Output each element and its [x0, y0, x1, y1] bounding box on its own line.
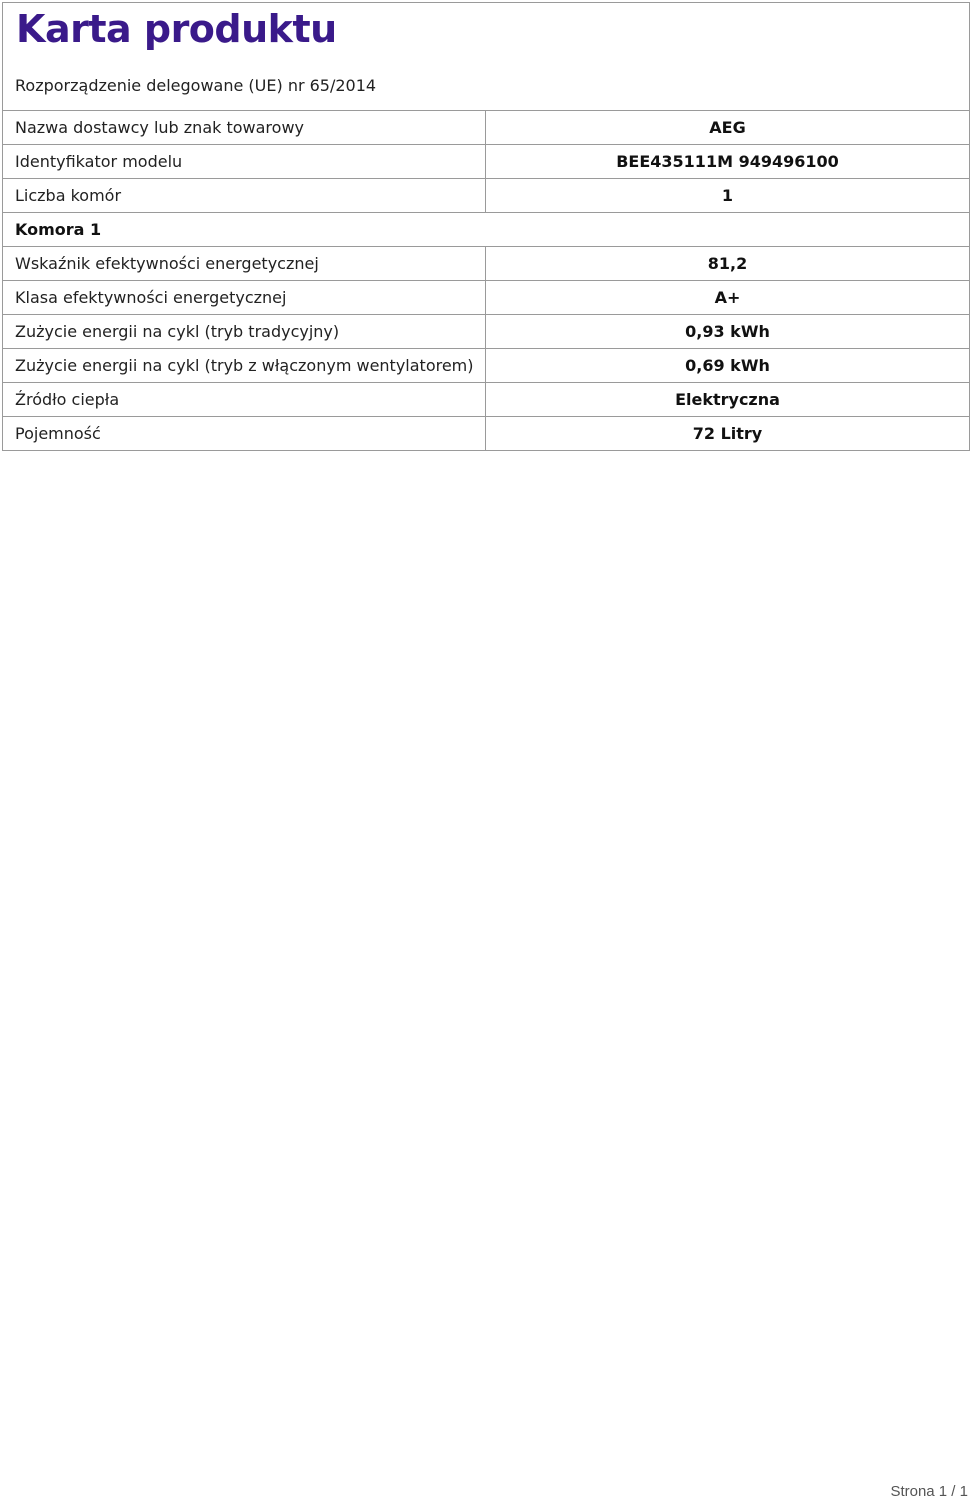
row-value: 0,69 kWh [685, 356, 770, 375]
page-title: Karta produktu [16, 7, 337, 51]
table-row-supplier [3, 111, 969, 145]
section-heading: Komora 1 [3, 213, 969, 247]
row-value: 1 [721, 186, 734, 205]
table-row-heat-source [3, 383, 969, 417]
regulation-text: Rozporządzenie delegowane (UE) nr 65/2014 [15, 76, 377, 95]
row-value: Elektryczna [675, 390, 780, 409]
table-row-eei [3, 247, 969, 281]
row-label: Zużycie energii na cykl (tryb z włączonym wentylatorem) [3, 349, 486, 382]
row-label: Nazwa dostawcy lub znak towarowy [3, 111, 486, 144]
table-row-model [3, 145, 969, 179]
row-value: 81,2 [707, 254, 748, 273]
row-label: Zużycie energii na cykl (tryb tradycyjny) [3, 315, 486, 348]
table-row-energy-conventional [3, 315, 969, 349]
table-row-energy-fan [3, 349, 969, 383]
table-row-volume [3, 417, 969, 450]
row-label: Pojemność [3, 417, 486, 450]
row-label: Liczba komór [3, 179, 486, 212]
row-label: Klasa efektywności energetycznej [3, 281, 486, 314]
row-value: BEE435111M 949496100 [616, 152, 839, 171]
title-block [3, 3, 969, 58]
row-value: A+ [714, 288, 741, 307]
row-value: 72 Litry [692, 424, 763, 443]
row-label: Źródło ciepła [3, 383, 486, 416]
row-label: Wskaźnik efektywności energetycznej [3, 247, 486, 280]
table-row-energy-class [3, 281, 969, 315]
row-value: 0,93 kWh [685, 322, 770, 341]
row-label: Identyfikator modelu [3, 145, 486, 178]
page-number: Strona 1 / 1 [890, 1483, 968, 1500]
row-value: AEG [709, 118, 746, 137]
table-row-cavities [3, 179, 969, 213]
product-sheet [2, 2, 970, 451]
regulation-row [3, 58, 969, 111]
